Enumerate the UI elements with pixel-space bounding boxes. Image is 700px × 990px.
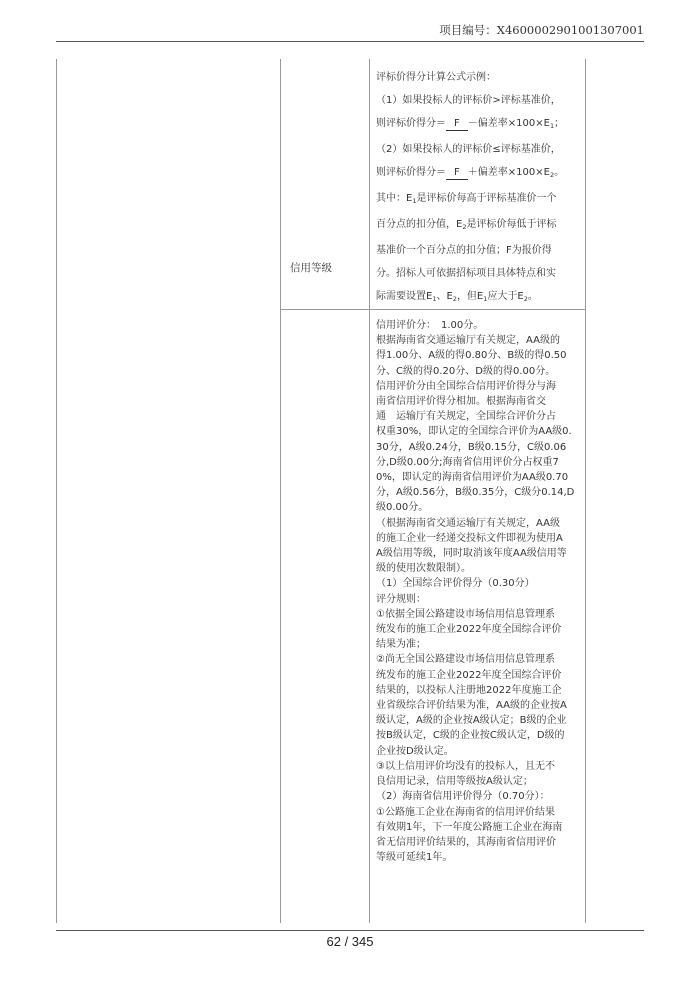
credit-text-line: 等级可延续1年。: [376, 852, 453, 864]
formula-case2-expr: ＋偏差率×100×E: [467, 167, 550, 178]
note-e-sub3: 1: [483, 295, 488, 303]
formula-case1-prefix: 则评标价得分＝: [376, 118, 446, 129]
credit-text-line: 得1.00分、A级的得0.80分、B级的得0.50: [376, 350, 567, 362]
credit-text-line: ①依据全国公路建设市场信用信息管理系: [376, 608, 555, 620]
formula-note-line4: 分。招标人可依据招标项目具体特点和实: [376, 268, 556, 279]
credit-text-line: A级信用等级，同时取消该年度AA级信用等: [376, 548, 567, 560]
note-e4: 应大于E: [487, 291, 524, 302]
note-b2: 是评标价每低于评标: [466, 219, 557, 230]
credit-text-line: 评分规则：: [376, 593, 426, 605]
credit-text-line: 结果的，以投标人注册地2022年度施工企: [376, 684, 562, 696]
footer-divider: [56, 930, 644, 931]
page-number: 62 / 345: [326, 934, 374, 949]
credit-text-line: 统发布的施工企业2022年度全国综合评价: [376, 669, 562, 681]
table-border-left: [56, 59, 57, 923]
formula-case2-end: 。: [554, 167, 565, 178]
note-e-sub4: 2: [523, 295, 528, 303]
credit-text-line: 业省级综合评价结果为准，AA级的企业按A: [376, 700, 567, 712]
credit-text-line: ①公路施工企业在海南省的信用评价结果: [376, 806, 555, 818]
credit-text-line: 信用评价分： 1.00分。: [376, 320, 484, 331]
credit-text-line: 省无信用评价结果的，其海南省信用评价: [376, 836, 556, 848]
credit-text-line: 分，A级0.56分，B级0.35分，C级分0.14,D: [376, 487, 575, 499]
formula-title: 评标价得分计算公式示例：: [376, 72, 496, 83]
note-e3: ，但E: [456, 291, 484, 302]
formula-case1-expr: －偏差率×100×E: [467, 118, 550, 129]
credit-rating-label: 信用等级: [290, 262, 332, 274]
note-b-sub: 2: [462, 223, 467, 231]
note-e1: 际需要设置E: [376, 291, 433, 302]
note-b1: 百分点的扣分值，E: [376, 219, 463, 230]
credit-text-line: 结果为准；: [376, 639, 426, 651]
note-a-sub: 1: [412, 197, 417, 205]
formula-note-line2: [376, 213, 588, 239]
credit-text-line: 良信用记录，信用等级按A级认定；: [376, 776, 533, 788]
credit-text-line: 级认定，A级的企业按A级认定；B级的企业: [376, 715, 567, 727]
credit-text-line: 信用评价分由全国综合信用评价得分与海: [376, 380, 556, 392]
credit-text-line: 0%，即认定的海南省信用评价为AA级0.70: [376, 472, 569, 484]
note-a1: 其中：E: [376, 193, 413, 204]
credit-text-line: 级的使用次数限制）。: [376, 563, 471, 575]
formula-case2: [376, 161, 588, 187]
credit-text-line: 企业按D级认定。: [376, 745, 454, 757]
credit-text-line: ②尚无全国公路建设市场信用信息管理系: [376, 654, 555, 666]
credit-text-line: 统发布的施工企业2022年度全国综合评价: [376, 624, 562, 636]
credit-text-line: 权重30%，即认定的全国综合评价为AA级0.: [376, 426, 572, 438]
project-number-header: 项目编号：X4600002901001307001: [439, 23, 644, 37]
credit-text-line: 按B级认定，C级的企业按C级认定，D级的: [376, 730, 565, 742]
credit-text-line: 根据海南省交通运输厅有关规定，AA级的: [376, 335, 560, 347]
credit-text-line: 30分，A级0.24分，B级0.15分，C级0.06: [376, 441, 567, 453]
credit-rating-content: [376, 318, 588, 865]
formula-case1-end: ；: [554, 118, 565, 129]
credit-text-line: 南省信用评价得分相加。根据海南省交: [376, 396, 546, 408]
credit-text-line: （2）海南省信用评价得分（0.70分）：: [376, 791, 550, 803]
formula-case1-sub: 1: [549, 122, 555, 130]
table-column-divider-2: [369, 59, 370, 923]
credit-text-line: 级0.00分。: [376, 502, 429, 514]
table-column-divider-1: [280, 59, 281, 923]
note-a2: 是评标价每高于评标基准价一个: [416, 193, 557, 204]
credit-text-line: 有效期1年，下一年度公路施工企业在海南: [376, 821, 563, 833]
note-e5: 。: [527, 291, 538, 302]
formula-case2-sub: 2: [549, 171, 555, 179]
formula-case2-prefix: 则评标价得分＝: [376, 167, 446, 178]
credit-text-line: 分,D级0.00分;海南省信用评价分占权重7: [376, 456, 559, 468]
formula-note-line3: 基准价一个百分点的扣分值；F为报价得: [376, 245, 552, 256]
credit-text-line: 分、C级的得0.20分、D级的得0.00分。: [376, 365, 556, 377]
note-e2: 、E: [436, 291, 453, 302]
formula-case2-condition: （2）如果投标人的评标价≤评标基准价，: [376, 144, 561, 155]
note-e-sub2: 2: [452, 295, 457, 303]
note-e-sub1: 1: [432, 295, 437, 303]
credit-text-line: 的施工企业一经递交投标文件即视为使用A: [376, 532, 563, 544]
formula-note-line1: [376, 187, 588, 213]
credit-text-line: （根据海南省交通运输厅有关规定，AA级: [376, 517, 560, 529]
formula-case1-f: F: [446, 118, 468, 131]
formula-case1: [376, 112, 588, 138]
formula-case2-f: F: [446, 167, 468, 180]
price-score-formula: [376, 66, 588, 311]
credit-text-line: 通 运输厅有关规定，全国综合评价分占: [376, 411, 556, 423]
credit-text-line: ③以上信用评价均没有的投标人，且无不: [376, 760, 555, 772]
formula-case1-condition: （1）如果投标人的评标价>评标基准价，: [376, 95, 561, 106]
credit-text-line: （1）全国综合评价得分（0.30分）: [376, 578, 535, 590]
header-divider: [56, 41, 644, 42]
formula-note-line5: [376, 285, 588, 311]
